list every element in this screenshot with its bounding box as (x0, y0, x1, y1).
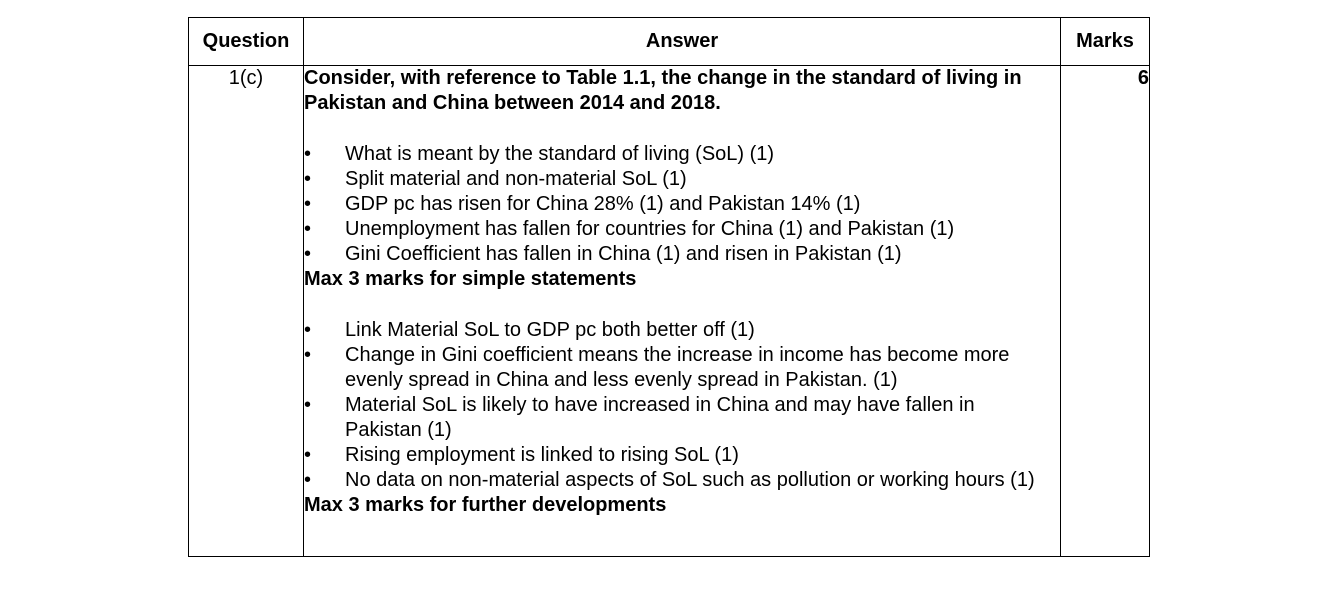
simple-points-list (304, 142, 1060, 267)
list-item: • Unemployment has fallen for countries for China (1) and Pakistan (1) (304, 217, 1060, 242)
simple-max-note: Max 3 marks for simple statements (304, 268, 637, 290)
question-text: Consider, with reference to Table 1.1, the change in the standard of living in Pakistan and China between 2014 and 2018. (304, 67, 1022, 114)
list-item: • Rising employment is linked to rising SoL (1) (304, 443, 1060, 468)
list-item: • Material SoL is likely to have increased in China and may have fallen in Pakistan (1) (304, 393, 1060, 443)
table-row (189, 66, 1150, 557)
list-item: • No data on non-material aspects of SoL such as pollution or working hours (1) (304, 468, 1060, 493)
development-max-note: Max 3 marks for further developments (304, 494, 667, 516)
answer-cell (304, 66, 1061, 557)
mark-scheme-table (188, 17, 1150, 557)
list-item: • Change in Gini coefficient means the increase in income has become more evenly spread in China and less evenly spread in Pakistan. (1) (304, 343, 1060, 393)
list-item: • GDP pc has risen for China 28% (1) and Pakistan 14% (1) (304, 192, 1060, 217)
marks-value: 6 (1061, 66, 1150, 557)
list-item: • Split material and non-material SoL (1) (304, 167, 1060, 192)
list-item: • Link Material SoL to GDP pc both better off (1) (304, 318, 1060, 343)
header-answer: Answer (304, 18, 1061, 66)
question-number: 1(c) (189, 66, 304, 557)
development-points-list (304, 318, 1060, 493)
header-row (189, 18, 1150, 66)
list-item: • What is meant by the standard of living (SoL) (1) (304, 142, 1060, 167)
header-marks: Marks (1061, 18, 1150, 66)
list-item: • Gini Coefficient has fallen in China (1) and risen in Pakistan (1) (304, 242, 1060, 267)
header-question: Question (189, 18, 304, 66)
